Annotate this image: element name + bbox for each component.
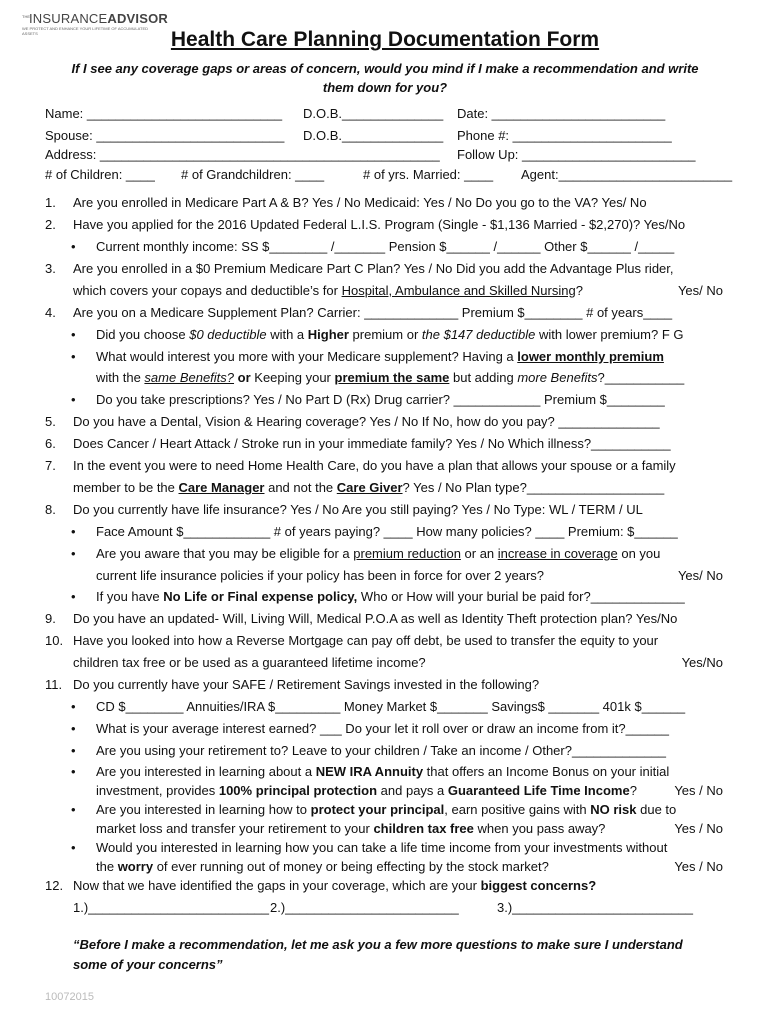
bullet-text: If you have — [96, 589, 164, 605]
bullet-text: Are you aware that you may be eligible for a — [96, 545, 354, 561]
bullet-text-bold: 100% principal protection — [218, 782, 378, 798]
question-1 — [45, 192, 735, 214]
bullet-text: Are you interested in learning how to — [96, 801, 311, 817]
bullet-text: investment, provides — [96, 782, 219, 798]
bullet-text: CD $________ Annuities/IRA $_________ Money Market $_______ Savings$ _______ 401k $______ — [96, 699, 686, 715]
phone-field[interactable]: Phone #: ______________________ — [457, 127, 672, 143]
bullet-text: market loss and transfer your retirement to your — [96, 820, 374, 836]
bullet-premium-reduction — [45, 543, 735, 565]
question-text: Do you currently have life insurance? Yes / No Are you still paying? Yes / No Type: WL / TERM / UL — [73, 501, 643, 517]
bullet-text: that offers an Income Bonus on your initial — [423, 763, 670, 779]
fields-row-4 — [45, 165, 735, 185]
question-number: 4. — [45, 304, 56, 320]
bullet-protect-principal-cont — [45, 819, 735, 838]
bullet-deductible — [45, 324, 735, 346]
question-text: and not the — [264, 479, 337, 495]
bullet-premium-reduction-cont — [45, 565, 735, 587]
bullet-text: premium or — [348, 326, 422, 342]
bullet-text-bold: premium the same — [334, 370, 450, 386]
question-text: Does Cancer / Heart Attack / Stroke run in your immediate family? Yes / No Which illness?___________ — [73, 435, 671, 451]
bullet-text-bold: NEW IRA Annuity — [315, 763, 424, 779]
question-2 — [45, 214, 735, 236]
question-text: Have you applied for the 2016 Updated Federal L.I.S. Program (Single - $1,136 Married - $2,270)? Yes/No — [73, 217, 686, 232]
question-number: 6. — [45, 435, 56, 451]
bullet-text: What is your average interest earned? ___ Do your let it roll over or draw an income from it?______ — [96, 720, 670, 736]
bullet-text: Keeping your — [250, 370, 335, 386]
question-number: 10. — [45, 633, 64, 649]
question-6 — [45, 433, 735, 455]
question-text: Are you enrolled in Medicare Part A & B? Yes / No Medicaid: Yes / No Do you go to the VA? Yes/ No — [73, 195, 647, 210]
bullet-icon: • — [71, 720, 76, 736]
agent-field[interactable]: Agent:________________________ — [521, 166, 733, 182]
bullet-text-italic: $0 deductible — [189, 326, 267, 342]
bullet-text-bold: worry — [117, 858, 154, 874]
bullet-text: Did you choose — [96, 326, 190, 342]
bullet-text: Face Amount $____________ # of years paying? ____ How many policies? ____ Premium: $______ — [96, 523, 678, 539]
question-text: Do you currently have your SAFE / Retirement Savings invested in the following? — [73, 677, 540, 693]
concern-1-field[interactable]: 1.)_________________________ — [73, 899, 269, 915]
question-12 — [45, 876, 735, 895]
question-text-bold: Care Giver — [336, 479, 403, 495]
yes-no-choice[interactable]: Yes / No — [674, 820, 723, 836]
spouse-field[interactable]: Spouse: __________________________ — [45, 127, 285, 143]
yes-no-choice[interactable]: Yes / No — [674, 782, 723, 798]
bullet-text: Are you interested in learning about a — [96, 763, 316, 779]
bullet-prescriptions — [45, 389, 735, 411]
bullet-text: the — [96, 858, 118, 874]
bullet-text-italic: more Benefits — [517, 370, 598, 386]
fields-row-3 — [45, 145, 735, 165]
logo-name-insurance: INSURANCE — [29, 11, 108, 26]
bullet-text: Current monthly income: SS $________ /_______ Pension $______ /______ Other $______ /_____ — [96, 239, 675, 254]
bullet-text-italic: the $147 deductible — [421, 326, 536, 342]
fields-row-1 — [45, 104, 735, 124]
bullet-text: Do you take prescriptions? Yes / No Part D (Rx) Drug carrier? ____________ Premium $________ — [96, 392, 665, 408]
question-text: Are you on a Medicare Supplement Plan? Carrier: _____________ Premium $________ # of years____ — [73, 304, 673, 320]
bullet-supplement-interest-cont — [45, 367, 735, 389]
form-subtitle: If I see any coverage gaps or areas of concern, would you mind if I make a recommendation and write them down for you? — [71, 61, 699, 95]
bullet-text: with the — [96, 370, 145, 386]
bullet-icon: • — [71, 801, 76, 817]
children-field[interactable]: # of Children: ____ — [45, 166, 155, 182]
yes-no-choice[interactable]: Yes/ No — [677, 282, 723, 298]
question-text-bold: Care Manager — [178, 479, 265, 495]
bullet-text-bold: children tax free — [373, 820, 474, 836]
bullet-protect-principal — [45, 800, 735, 819]
question-text: Are you enrolled in a $0 Premium Medicare Part C Plan? Yes / No Did you add the Advantage Plus rider, — [73, 260, 674, 276]
question-7 — [45, 455, 735, 477]
bullet-burial — [45, 586, 735, 608]
bullet-accounts — [45, 696, 735, 718]
form-code: 10072015 — [45, 991, 94, 1003]
bullet-text: , earn positive gains with — [444, 801, 591, 817]
question-number: 1. — [45, 195, 56, 210]
bullet-icon: • — [71, 839, 76, 855]
question-text: ? — [575, 282, 583, 298]
question-4 — [45, 302, 735, 324]
bullet-text: Who or How will your burial be paid for?_____________ — [357, 589, 685, 605]
bullet-text: ? — [629, 782, 637, 798]
bullet-text-bold: or — [234, 370, 251, 386]
bullet-text: Would you interested in learning how you can take a life time income from your investments without — [96, 839, 668, 855]
question-number: 12. — [45, 877, 64, 893]
bullet-text: and pays a — [377, 782, 448, 798]
question-9 — [45, 608, 735, 630]
bullet-text: with a — [266, 326, 308, 342]
logo-tagline: WE PROTECT AND ENHANCE YOUR LIFETIME OF ACCUMULATED ASSETS — [22, 26, 149, 36]
concern-3-field[interactable]: 3.)_________________________ — [497, 899, 693, 915]
question-8 — [45, 499, 735, 521]
bullet-text-bold: lower monthly premium — [517, 348, 664, 364]
question-3-cont — [45, 280, 735, 302]
bullet-icon: • — [71, 742, 76, 758]
question-text: Do you have an updated- Will, Living Will, Medical P.O.A as well as Identity Theft protection plan? Yes/No — [73, 611, 678, 627]
bullet-text-bold: Higher — [307, 326, 349, 342]
bullet-text: current life insurance policies if your policy has been in force for over 2 years? — [96, 567, 544, 583]
question-number: 3. — [45, 260, 56, 276]
question-number: 5. — [45, 413, 56, 429]
form-body — [45, 104, 735, 917]
question-5 — [45, 411, 735, 433]
address-field[interactable]: Address: _______________________________________________ — [45, 147, 440, 162]
bullet-icon: • — [71, 392, 76, 408]
concern-2-field[interactable]: 2.)________________________ — [270, 899, 459, 915]
question-3 — [45, 258, 735, 280]
bullet-retirement-use — [45, 740, 735, 762]
bullet-text: What would interest you more with your Medicare supplement? Having a — [96, 348, 518, 364]
bullet-icon: • — [71, 699, 76, 715]
bullet-text: when you pass away? — [473, 820, 606, 836]
spouse-dob-field[interactable]: D.O.B.______________ — [303, 127, 444, 143]
yes-no-choice[interactable]: Yes/No — [681, 655, 723, 671]
question-text: Do you have a Dental, Vision & Hearing coverage? Yes / No If No, how do you pay? ______________ — [73, 413, 660, 429]
bullet-text: due to — [636, 801, 677, 817]
question-number: 8. — [45, 501, 56, 517]
date-field[interactable]: Date: ________________________ — [457, 106, 666, 121]
question-text: member to be the — [73, 479, 179, 495]
question-number: 7. — [45, 457, 56, 473]
bullet-text-bold: NO risk — [590, 801, 637, 817]
follow-up-field[interactable]: Follow Up: ________________________ — [457, 147, 696, 162]
bullet-ira-annuity-cont — [45, 781, 735, 800]
bullet-income — [45, 236, 735, 258]
concerns-row — [45, 898, 735, 918]
question-text: Now that we have identified the gaps in your coverage, which are your — [73, 877, 481, 893]
closing-statement: “Before I make a recommendation, let me ask you a few more questions to make sure I understand some of your concerns” — [73, 937, 683, 972]
fields-row-2 — [45, 126, 735, 146]
yes-no-choice[interactable]: Yes / No — [674, 858, 723, 874]
bullet-text: Are you using your retirement to? Leave to your children / Take an income / Other?_____________ — [96, 742, 666, 758]
question-number: 2. — [45, 217, 56, 232]
form-title: Health Care Planning Documentation Form — [170, 28, 600, 51]
bullet-ira-annuity — [45, 762, 735, 781]
bullet-text-underlined: increase in coverage — [497, 545, 618, 561]
bullet-text-bold: No Life or Final expense policy, — [163, 589, 358, 605]
bullet-icon: • — [71, 348, 76, 364]
bullet-text: or an — [460, 545, 498, 561]
question-text: which covers your copays and deductible’s for — [73, 282, 342, 298]
bullet-text: of ever running out of money or being effecting by the stock market? — [153, 858, 549, 874]
question-text: In the event you were to need Home Health Care, do you have a plan that allows your spouse or a family — [73, 457, 676, 473]
question-10-cont — [45, 652, 735, 674]
question-7-cont — [45, 477, 735, 499]
question-text: children tax free or be used as a guaranteed lifetime income? — [73, 655, 426, 671]
bullet-icon: • — [71, 326, 76, 342]
bullet-icon: • — [71, 523, 76, 539]
question-11 — [45, 674, 735, 696]
bullet-text-underlined: premium reduction — [353, 545, 461, 561]
bullet-icon: • — [71, 239, 76, 254]
question-number: 9. — [45, 611, 56, 627]
question-text-bold: biggest concerns? — [480, 877, 597, 893]
bullet-icon: • — [71, 763, 76, 779]
question-10 — [45, 630, 735, 652]
dob-field[interactable]: D.O.B.______________ — [303, 106, 444, 121]
bullet-text: ?___________ — [597, 370, 685, 386]
bullet-supplement-interest — [45, 346, 735, 368]
question-text: ? Yes / No Plan type?___________________ — [402, 479, 665, 495]
name-field[interactable]: Name: ___________________________ — [45, 106, 283, 121]
years-married-field[interactable]: # of yrs. Married: ____ — [363, 166, 494, 182]
bullet-text: with lower premium? F G — [535, 326, 684, 342]
bullet-text: but adding — [449, 370, 518, 386]
logo-the: THE — [22, 14, 30, 19]
bullet-text: on you — [617, 545, 661, 561]
bullet-interest — [45, 718, 735, 740]
bullet-lifetime-income-cont — [45, 857, 735, 876]
bullet-text-bold: Guaranteed Life Time Income — [447, 782, 630, 798]
bullet-face-amount — [45, 521, 735, 543]
bullet-icon: • — [71, 589, 76, 605]
grandchildren-field[interactable]: # of Grandchildren: ____ — [181, 166, 325, 182]
bullet-icon: • — [71, 545, 76, 561]
logo-name-advisor: ADVISOR — [107, 11, 169, 26]
question-text: Have you looked into how a Reverse Mortgage can pay off debt, be used to transfer the equity to your — [73, 633, 659, 649]
bullet-lifetime-income — [45, 838, 735, 857]
logo-name — [22, 11, 169, 26]
yes-no-choice[interactable]: Yes/ No — [677, 567, 723, 583]
question-number: 11. — [45, 677, 63, 693]
question-text-underlined: Hospital, Ambulance and Skilled Nursing — [341, 282, 576, 298]
bullet-text-italic: same Benefits? — [144, 370, 235, 386]
bullet-text-bold: protect your principal — [310, 801, 445, 817]
